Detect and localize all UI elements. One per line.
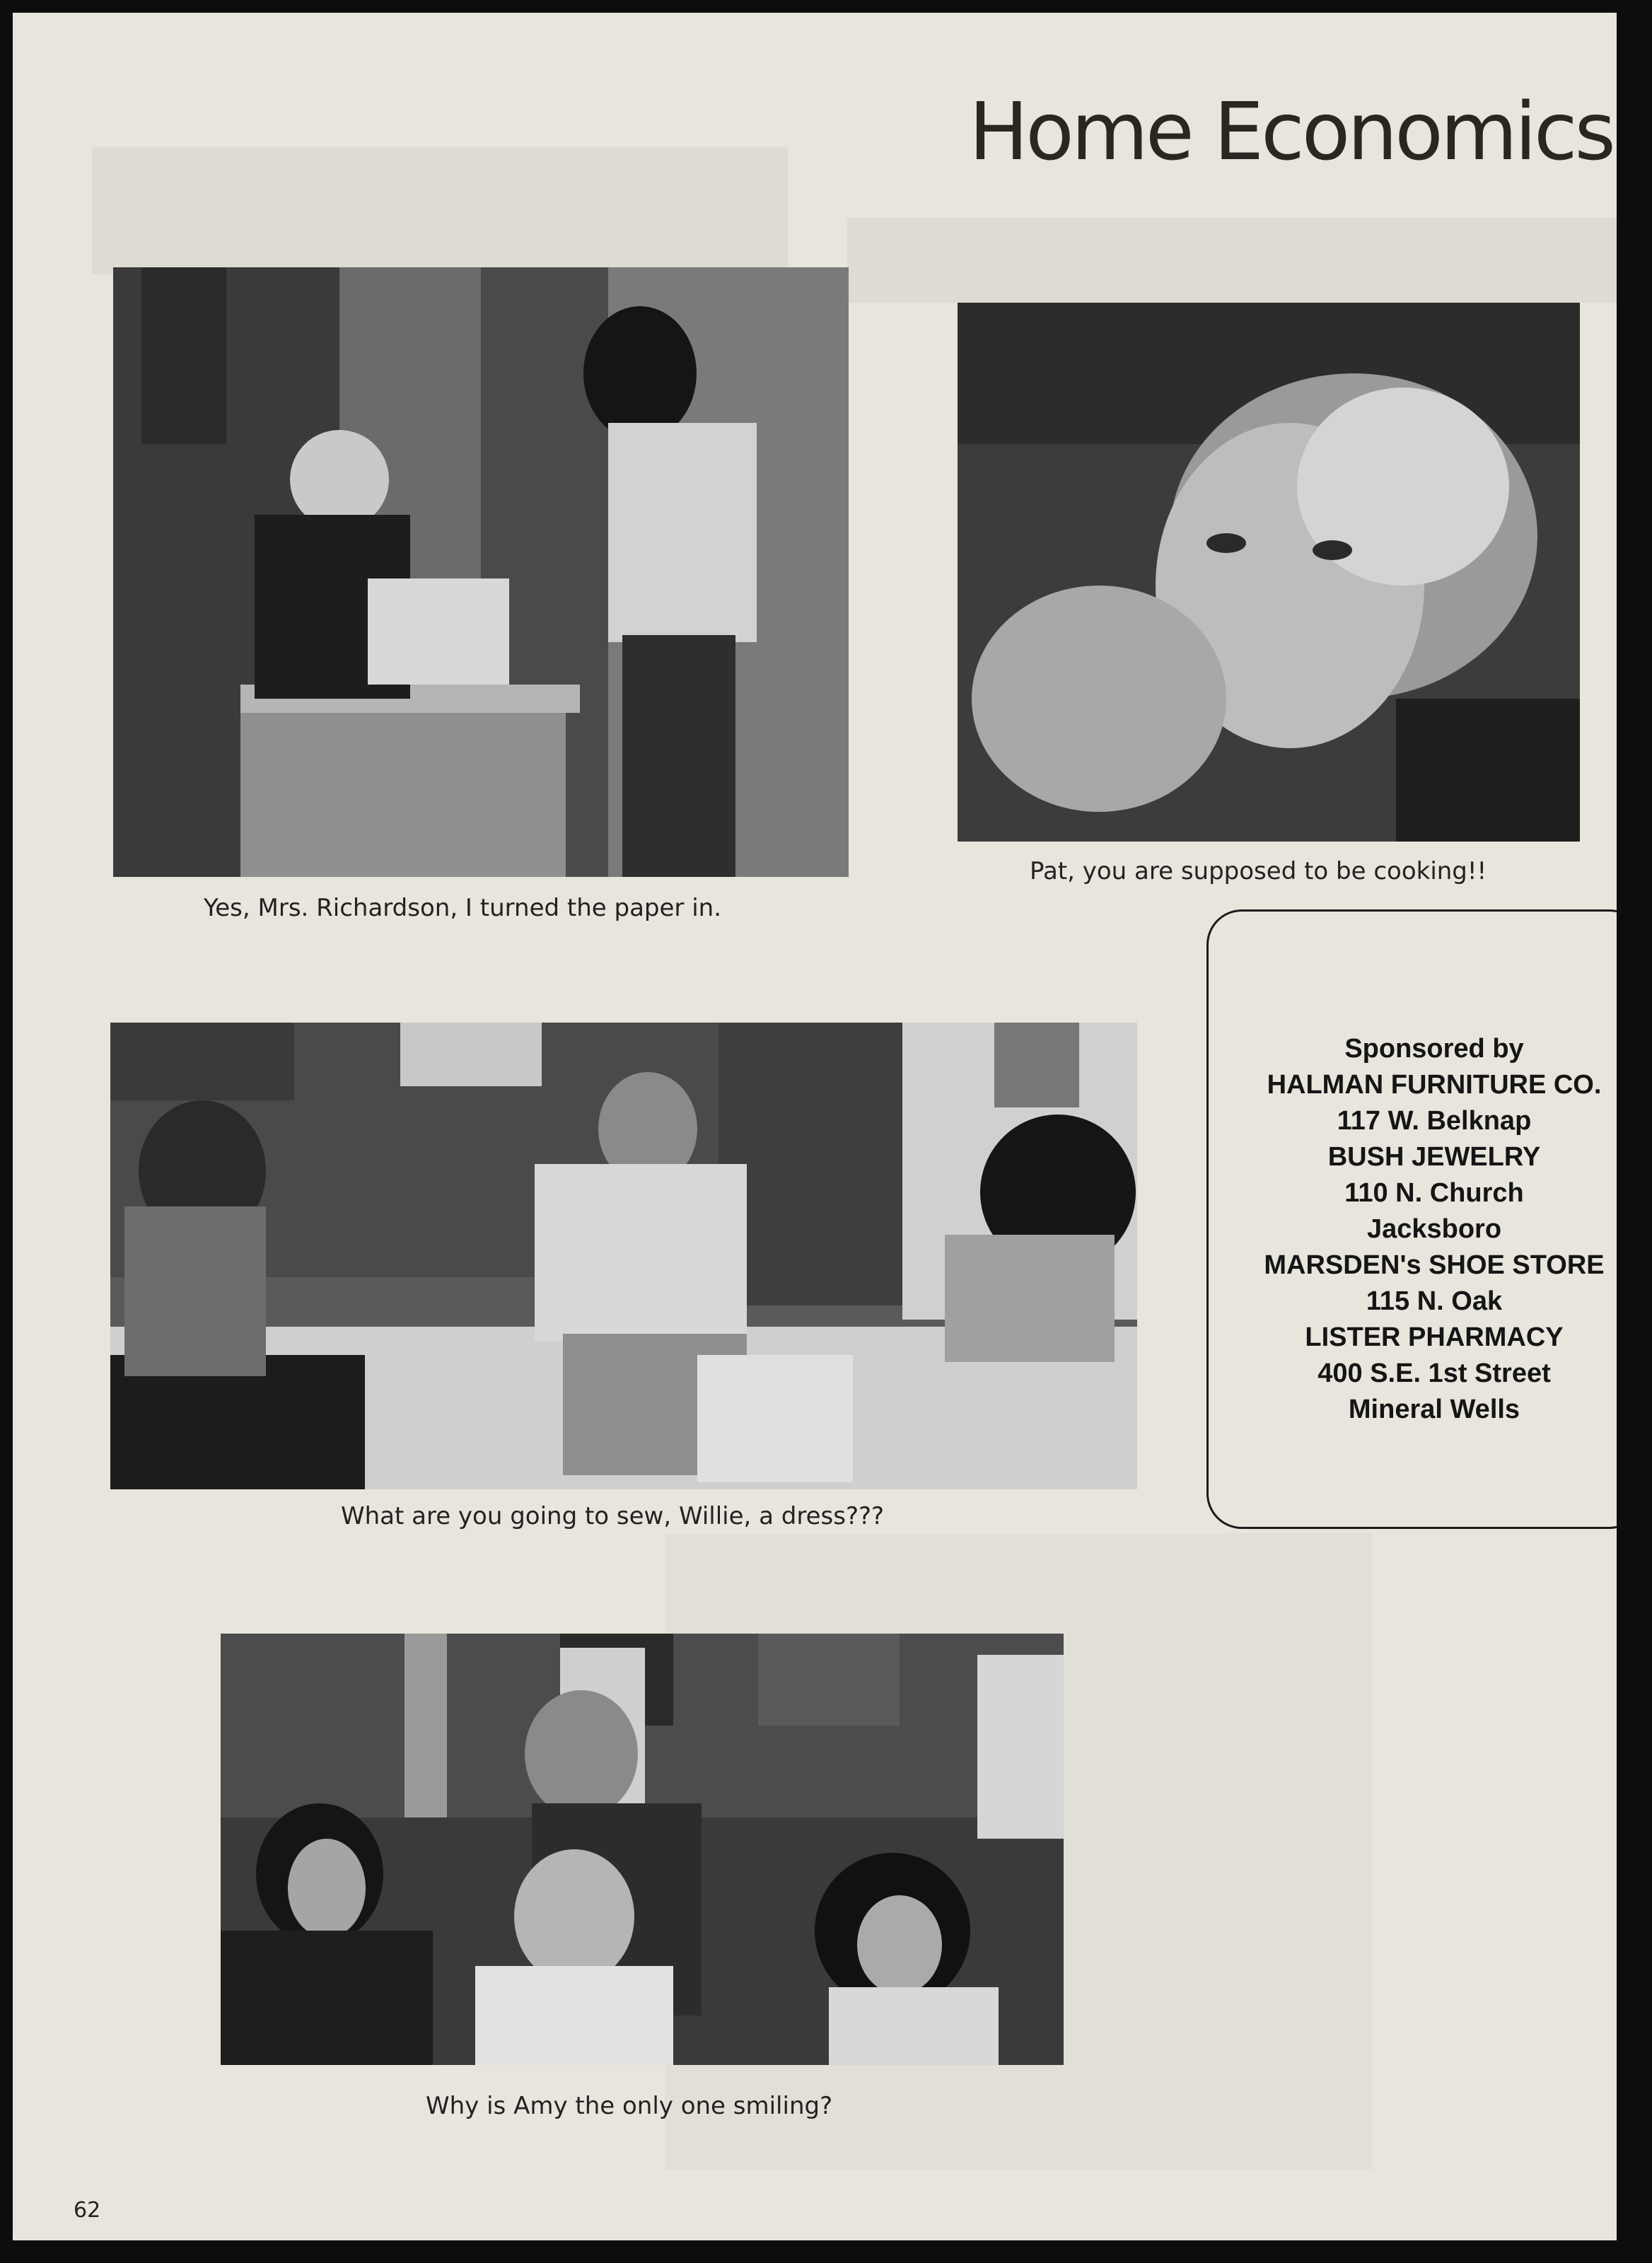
photo-teacher-desk — [113, 267, 849, 877]
sponsor-line: BUSH JEWELRY — [1327, 1142, 1541, 1172]
page-number: 62 — [74, 2198, 101, 2223]
sponsor-line: 110 N. Church — [1344, 1178, 1524, 1208]
sponsor-line: Jacksboro — [1366, 1214, 1502, 1244]
sponsor-heading: Sponsored by — [1344, 1034, 1524, 1064]
photo-caption: Yes, Mrs. Richardson, I turned the paper in. — [204, 894, 721, 922]
photo-girls-group — [221, 1634, 1064, 2065]
photo-girls-group-image — [221, 1634, 1064, 2065]
photo-students-table-image — [110, 1023, 1137, 1489]
photo-students-table — [110, 1023, 1137, 1489]
bleed-through-block — [847, 218, 1617, 303]
sponsor-line: LISTER PHARMACY — [1305, 1322, 1564, 1352]
sponsor-list — [1215, 1031, 1652, 1428]
sponsor-line: MARSDEN's SHOE STORE — [1264, 1250, 1605, 1280]
photo-closeup-pat-image — [958, 303, 1580, 842]
bleed-through-block — [92, 147, 788, 274]
photo-caption: What are you going to sew, Willie, a dress??? — [341, 1502, 885, 1530]
sponsor-line: HALMAN FURNITURE CO. — [1267, 1070, 1602, 1100]
sponsor-line: Mineral Wells — [1348, 1395, 1520, 1424]
photo-caption: Why is Amy the only one smiling? — [426, 2092, 833, 2120]
page-title: Home Economics — [969, 86, 1613, 178]
photo-teacher-desk-image — [113, 267, 849, 877]
sponsor-line: 117 W. Belknap — [1337, 1106, 1532, 1136]
sponsor-line: 115 N. Oak — [1366, 1286, 1503, 1316]
photo-closeup-pat — [958, 303, 1580, 842]
photo-caption: Pat, you are supposed to be cooking!! — [1030, 857, 1487, 885]
sponsor-line: 400 S.E. 1st Street — [1317, 1359, 1551, 1388]
